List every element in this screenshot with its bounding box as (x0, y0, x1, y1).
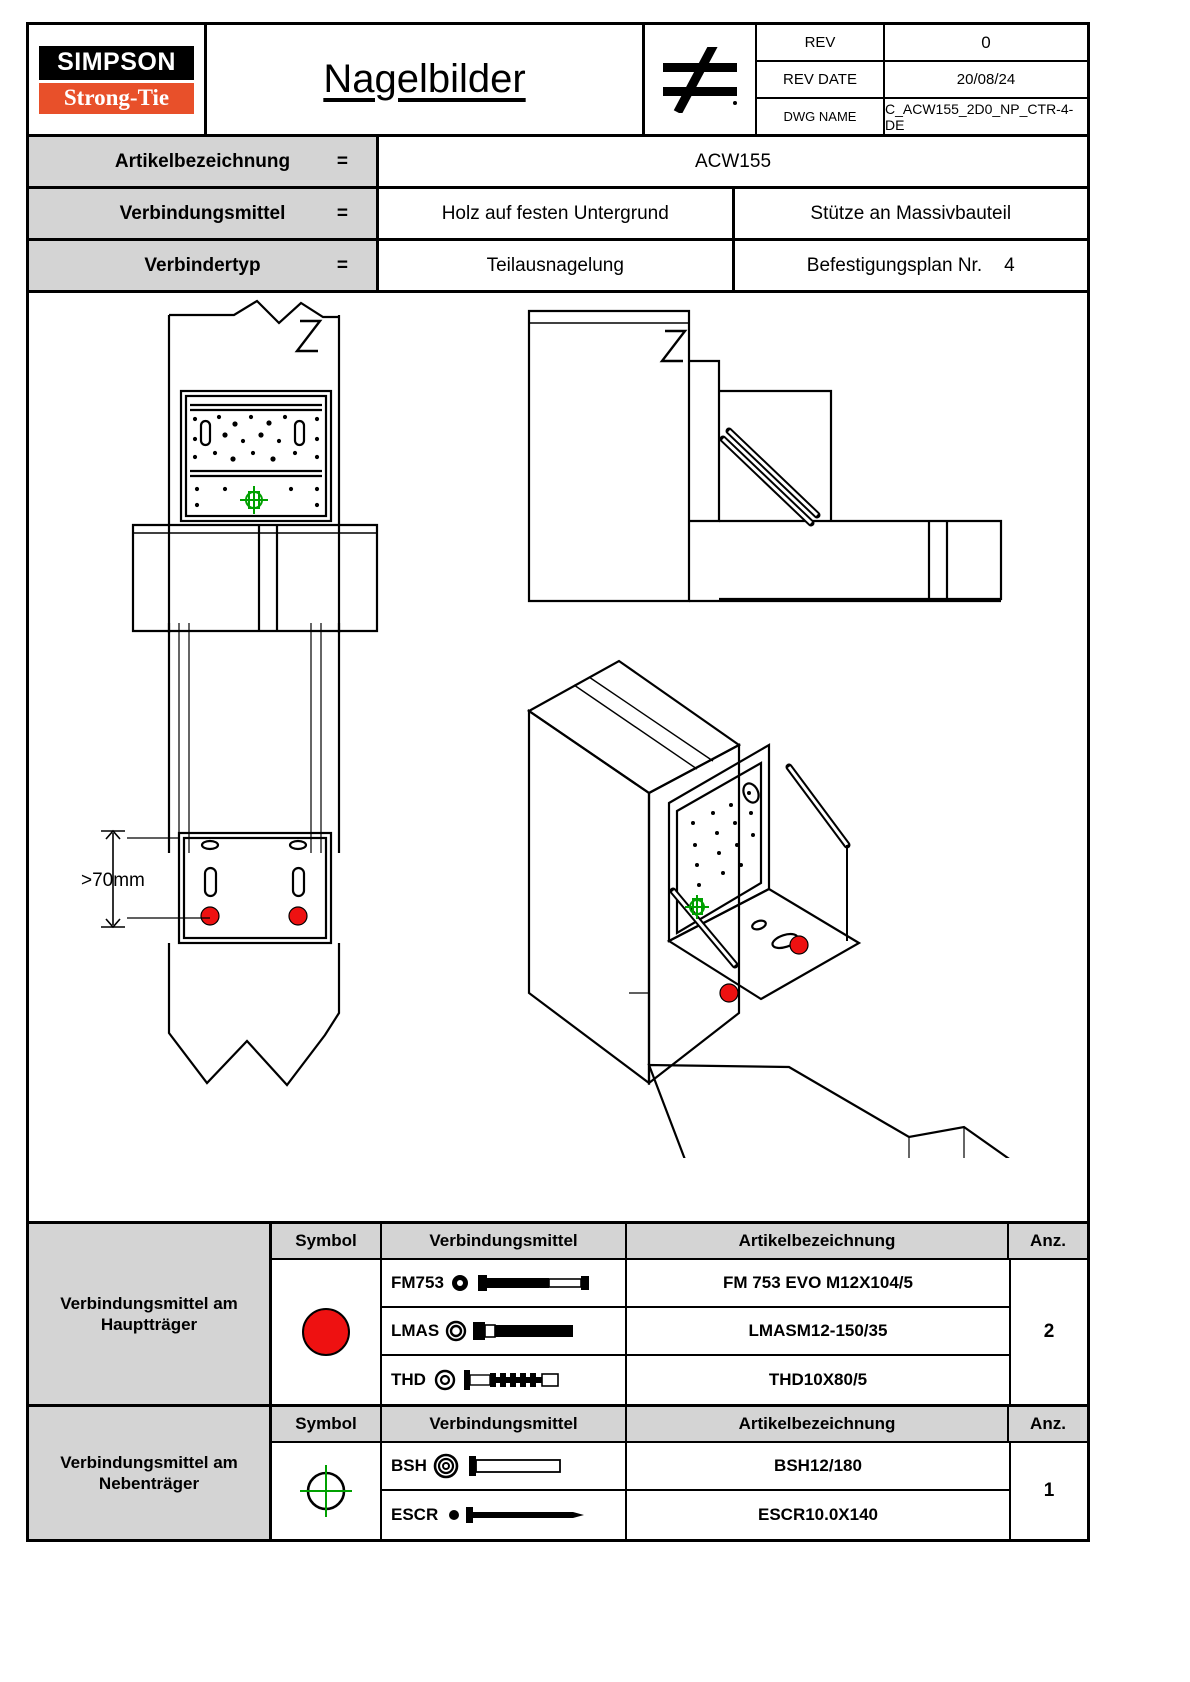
info-value-article: ACW155 (694, 150, 772, 172)
info-row-article (29, 137, 1087, 189)
legend-col-symbol: Symbol (272, 1224, 382, 1258)
title-block (29, 25, 1087, 137)
hex-bolt-icon (445, 1318, 595, 1344)
technical-drawing-area (29, 293, 1087, 1224)
legend-title-main-beam: Verbindungsmittel am Hauptträger (29, 1224, 272, 1404)
info-equals-sign: = (336, 150, 348, 172)
fastener-code: ESCR (391, 1505, 439, 1524)
legend-col-article: Artikelbezeichnung (627, 1407, 1009, 1441)
article-name: LMASM12-150/35 (748, 1321, 888, 1340)
logo-simpson-text: SIMPSON (39, 46, 194, 80)
info-label-fastener-text: Verbindungsmittel (119, 202, 286, 224)
fastener-code: THD (391, 1370, 426, 1389)
sheet-title (207, 25, 645, 134)
logo-strongtie-text: Strong-Tie (39, 83, 194, 114)
fastener-code: LMAS (391, 1321, 440, 1340)
legend-header-secondary-beam (272, 1407, 1087, 1443)
hex-head-bolt-icon (433, 1453, 583, 1479)
wood-screw-icon (444, 1502, 594, 1528)
info-value-connector-type: Teilausnagelung (486, 254, 624, 276)
info-value-fastener-1: Holz auf festen Untergrund (441, 202, 669, 224)
article-name: ESCR10.0X140 (757, 1505, 879, 1524)
info-label-connector-type (29, 241, 379, 290)
dwg-name-label: DWG NAME (757, 99, 885, 134)
info-label-connector-type-text: Verbindertyp (144, 254, 261, 276)
fastener-code: BSH (391, 1456, 427, 1475)
revision-table (757, 25, 1087, 134)
fastener-code-cell (382, 1356, 627, 1404)
green-crosshair-circle-icon (272, 1443, 382, 1539)
expansion-anchor-icon (450, 1270, 600, 1296)
rev-value: 0 (981, 32, 991, 52)
concrete-screw-icon (432, 1367, 582, 1393)
fastener-code-cell (382, 1308, 627, 1354)
red-filled-circle-icon (272, 1260, 382, 1404)
drawing-sheet (26, 22, 1090, 1542)
sheet-title-text: Nagelbilder (323, 57, 526, 101)
rev-date-value: 20/08/24 (956, 71, 1016, 88)
legend-block-main-beam (29, 1224, 1087, 1407)
legend-row (382, 1260, 1009, 1308)
legend-row (382, 1491, 1009, 1539)
legend-tables (29, 1224, 1087, 1539)
legend-header-main-beam (272, 1224, 1087, 1260)
legend-qty-main-beam: 2 (1009, 1260, 1087, 1404)
legend-title-secondary-beam: Verbindungsmittel am Nebenträger (29, 1407, 272, 1539)
legend-col-qty: Anz. (1030, 1231, 1066, 1250)
dimension-label: >70mm (81, 870, 145, 891)
legend-qty-secondary-beam: 1 (1009, 1443, 1087, 1539)
legend-row (382, 1443, 1009, 1491)
info-row-connector-type (29, 241, 1087, 293)
dwg-name-row (757, 99, 1087, 134)
info-value-plan (732, 241, 1088, 290)
revision-row (757, 25, 1087, 62)
fastener-code: FM753 (391, 1273, 444, 1292)
info-label-article (29, 137, 379, 186)
legend-block-secondary-beam (29, 1407, 1087, 1539)
article-name: BSH12/180 (774, 1456, 862, 1475)
info-label-article-text: Artikelbezeichnung (114, 150, 291, 172)
info-value-fastener-2: Stütze an Massivbauteil (732, 189, 1088, 238)
dwg-name-value: C_ACW155_2D0_NP_CTR-4-DE (885, 100, 1074, 133)
info-row-fastener (29, 189, 1087, 241)
article-name: THD10X80/5 (768, 1370, 868, 1389)
drawing-svg (29, 293, 1087, 1158)
revision-date-row (757, 62, 1087, 99)
legend-col-article: Artikelbezeichnung (627, 1224, 1009, 1258)
info-value-plan-label: Befestigungsplan Nr. (806, 254, 983, 276)
fastener-code-cell (382, 1443, 627, 1489)
legend-row (382, 1308, 1009, 1356)
legend-col-fastener: Verbindungsmittel (382, 1224, 627, 1258)
brand-logo (29, 25, 207, 134)
fastener-code-cell (382, 1260, 627, 1306)
legend-row (382, 1356, 1009, 1404)
legend-col-qty: Anz. (1030, 1414, 1066, 1433)
info-label-fastener (29, 189, 379, 238)
fastener-code-cell (382, 1491, 627, 1539)
article-name: FM 753 EVO M12X104/5 (723, 1273, 913, 1292)
legend-col-fastener: Verbindungsmittel (382, 1407, 627, 1441)
info-equals-sign: = (336, 202, 348, 224)
legend-col-symbol: Symbol (272, 1407, 382, 1441)
info-equals-sign: = (336, 254, 348, 276)
rev-date-label: REV DATE (757, 62, 885, 97)
not-equal-icon (645, 25, 757, 134)
rev-label: REV (757, 25, 885, 60)
info-value-plan-number: 4 (1004, 254, 1015, 276)
